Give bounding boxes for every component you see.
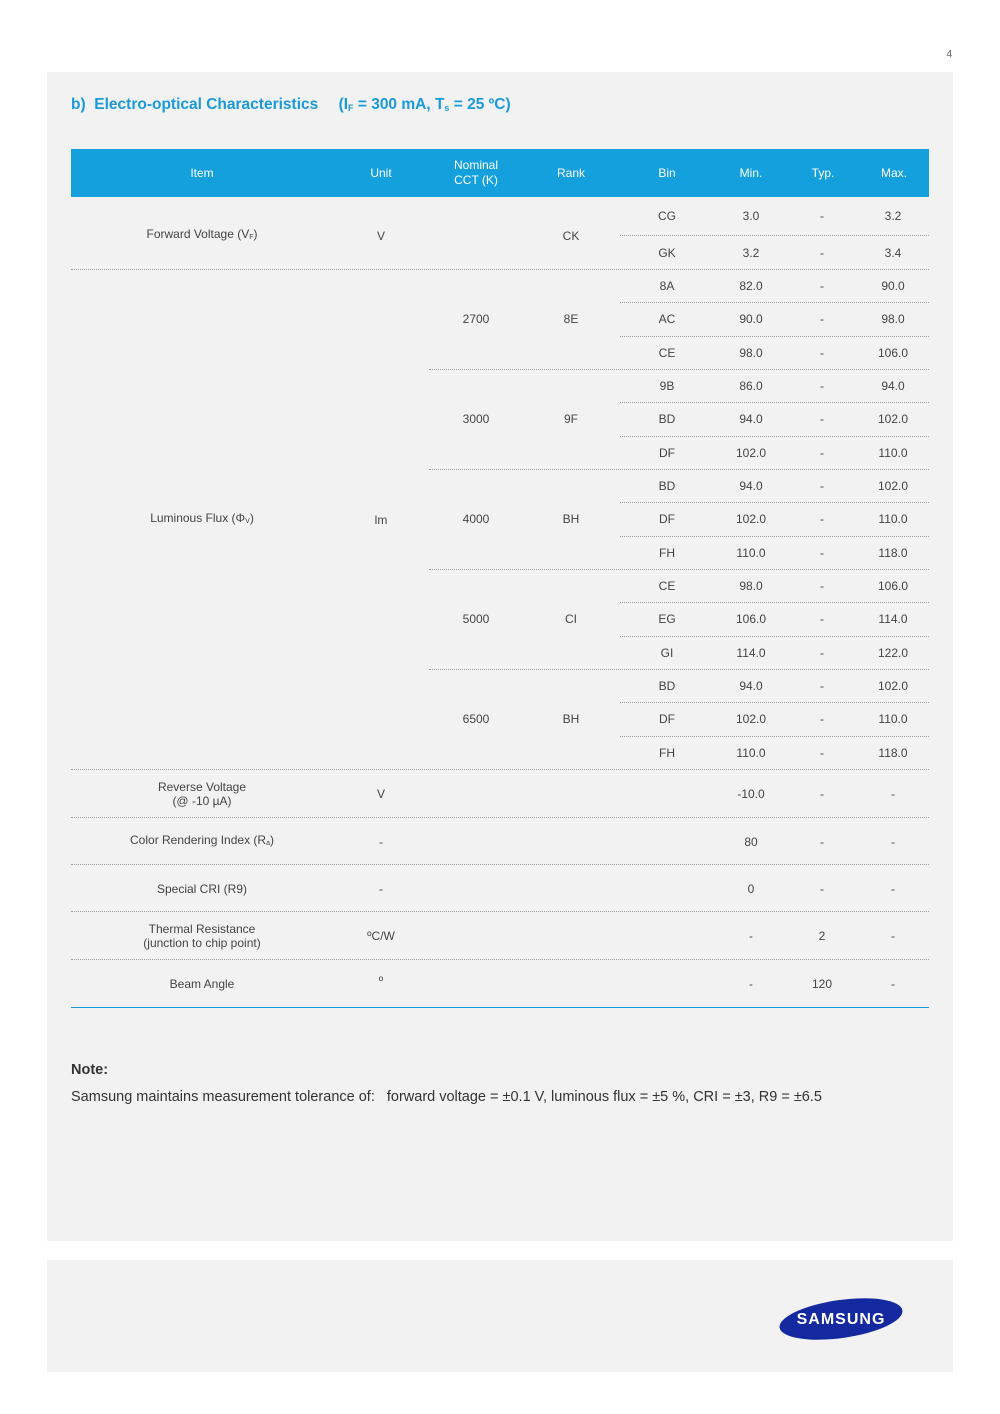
fv-row-0-typ: - — [820, 209, 824, 223]
lf-g3-row-1-max: 114.0 — [878, 612, 908, 626]
lf-g4-row-0-typ: - — [820, 679, 824, 693]
header-cct: Nominal CCT (K) — [453, 158, 498, 187]
thermal-max: - — [891, 929, 895, 943]
section-title — [71, 96, 511, 114]
note-title: Note: — [71, 1062, 109, 1078]
cct-1: 3000 — [462, 412, 490, 426]
forward-voltage-unit: V — [376, 229, 386, 243]
lf-g4-row-2-typ: - — [820, 746, 824, 760]
special_cri-min: 0 — [747, 882, 755, 896]
lf-g0-row-2-typ: - — [820, 346, 824, 360]
test-condition: ($I_F = 300$ mA, $T_s = 25$ ºC) — [338, 96, 511, 113]
lf-g1-bin-divider-1 — [620, 436, 929, 437]
lf-group-divider-3 — [429, 669, 929, 670]
luminous-flux-item: Luminous Flux $(\Phi_V)$ — [150, 511, 254, 525]
lf-g4-bin-divider-1 — [620, 736, 929, 737]
lf-g1-row-2-max: 110.0 — [878, 446, 908, 460]
table-header — [71, 149, 929, 197]
lf-g0-row-0-max: 90.0 — [881, 279, 905, 293]
header-min: Min. — [739, 165, 763, 180]
lf-g4-bin-divider-0 — [620, 702, 929, 703]
lf-g3-row-1-typ: - — [820, 612, 824, 626]
beam_angle-item: Beam Angle — [169, 977, 235, 991]
lf-g2-row-1-bin: DF — [659, 512, 675, 526]
note-body — [71, 1089, 822, 1105]
header-bin: Bin — [658, 165, 676, 180]
samsung-logo — [778, 1298, 904, 1340]
lf-g0-row-0-bin: 8A — [659, 279, 675, 293]
fv-row-0-min: 3.0 — [742, 209, 760, 223]
lf-g2-bin-divider-1 — [620, 536, 929, 537]
cct-2: 4000 — [462, 512, 490, 526]
lf-g2-row-1-typ: - — [820, 512, 824, 526]
lf-g1-row-0-min: 86.0 — [739, 379, 763, 393]
luminous-flux-unit: lm — [374, 513, 388, 527]
lf-g4-row-0-min: 94.0 — [739, 679, 763, 693]
lf-g3-row-2-bin: GI — [660, 646, 674, 660]
lf-g2-row-1-min: 102.0 — [735, 512, 767, 526]
lf-g1-row-0-typ: - — [820, 379, 824, 393]
lf-g3-row-2-typ: - — [820, 646, 824, 660]
content-panel — [47, 72, 953, 1241]
header-item: Item — [190, 165, 214, 180]
lf-g2-row-0-typ: - — [820, 479, 824, 493]
cct-0: 2700 — [462, 312, 490, 326]
cri-unit: - — [379, 835, 383, 849]
special_cri-unit: - — [379, 882, 383, 896]
special_cri-item: Special CRI (R9) — [156, 882, 248, 896]
fv-row-0-bin: CG — [658, 209, 676, 223]
lf-g4-row-2-min: 110.0 — [736, 746, 766, 760]
lf-g2-row-2-min: 110.0 — [736, 546, 766, 560]
lf-g2-row-1-max: 110.0 — [878, 512, 908, 526]
thermal-bottom-rule — [71, 959, 929, 960]
lf-g3-row-0-typ: - — [820, 579, 824, 593]
reverse_voltage-max: - — [891, 787, 895, 801]
lf-g1-row-2-min: 102.0 — [735, 446, 767, 460]
cri-item: Color Rendering Index $(R_a)$ — [130, 833, 274, 847]
fv-bottom-rule — [71, 269, 929, 270]
thermal-item: Thermal Resistance (junction to chip point) — [143, 922, 261, 950]
lf-g2-bin-divider-0 — [620, 502, 929, 503]
lf-g1-bin-divider-0 — [620, 402, 929, 403]
lf-g3-row-1-min: 106.0 — [735, 612, 767, 626]
reverse_voltage-typ: - — [820, 787, 824, 801]
lf-g3-bin-divider-1 — [620, 636, 929, 637]
reverse_voltage-item: Reverse Voltage (@ -10 µA) — [157, 780, 247, 808]
forward-voltage-item: Forward Voltage $(V_F)$ — [146, 227, 258, 241]
fv-bin-divider — [620, 235, 929, 236]
lf-group-divider-2 — [429, 569, 929, 570]
header-rank: Rank — [556, 165, 585, 180]
lf-g0-row-2-max: 106.0 — [877, 346, 909, 360]
reverse_voltage-min: -10.0 — [737, 787, 765, 801]
lf-g1-row-1-max: 102.0 — [877, 412, 909, 426]
special_cri-typ: - — [820, 882, 824, 896]
lf-g0-row-0-min: 82.0 — [739, 279, 763, 293]
special_cri-bottom-rule — [71, 911, 929, 912]
lf-g2-row-2-typ: - — [820, 546, 824, 560]
cri-min: 80 — [744, 835, 758, 849]
lf-g2-row-0-min: 94.0 — [739, 479, 763, 493]
lf-g4-row-2-max: 118.0 — [878, 746, 908, 760]
lf-g4-row-1-max: 110.0 — [878, 712, 908, 726]
header-typ: Typ. — [811, 165, 835, 180]
logo-wordmark: SAMSUNG — [796, 1311, 886, 1328]
lf-g1-row-1-typ: - — [820, 412, 824, 426]
rank-3: CI — [565, 612, 577, 626]
lf-g4-row-1-bin: DF — [659, 712, 675, 726]
lf-g2-row-2-bin: FH — [659, 546, 675, 560]
lf-g1-row-2-typ: - — [820, 446, 824, 460]
lf-g1-row-0-bin: 9B — [659, 379, 675, 393]
lf-g3-bin-divider-0 — [620, 602, 929, 603]
thermal-min: - — [749, 929, 753, 943]
lf-g2-row-0-max: 102.0 — [877, 479, 909, 493]
lf-g4-row-0-max: 102.0 — [877, 679, 909, 693]
lf-g2-row-2-max: 118.0 — [878, 546, 908, 560]
table-bottom-rule — [71, 1007, 929, 1008]
lf-g1-row-0-max: 94.0 — [881, 379, 905, 393]
lf-g4-row-0-bin: BD — [658, 679, 676, 693]
rank-1: 9F — [563, 412, 579, 426]
rank-4: BH — [562, 712, 580, 726]
beam_angle-max: - — [891, 977, 895, 991]
cct-3: 5000 — [462, 612, 490, 626]
special_cri-max: - — [891, 882, 895, 896]
header-max: Max. — [880, 165, 907, 180]
lf-g4-row-1-min: 102.0 — [735, 712, 767, 726]
forward-voltage-rank: CK — [562, 229, 580, 243]
lf-g0-row-0-typ: - — [820, 279, 824, 293]
lf-g3-row-2-min: 114.0 — [736, 646, 766, 660]
cri-typ: - — [820, 835, 824, 849]
lf-g1-row-2-bin: DF — [659, 446, 675, 460]
cri-bottom-rule — [71, 864, 929, 865]
lf-g4-row-1-typ: - — [820, 712, 824, 726]
thermal-unit: ºC/W — [367, 929, 395, 943]
fv-row-1-max: 3.4 — [884, 246, 902, 260]
header-unit: Unit — [370, 165, 392, 180]
rank-2: BH — [562, 512, 580, 526]
cct-4: 6500 — [462, 712, 490, 726]
fv-row-1-bin: GK — [658, 246, 676, 260]
rank-0: 8E — [563, 312, 579, 326]
lf-g3-row-1-bin: EG — [658, 612, 676, 626]
beam_angle-typ: 120 — [811, 977, 833, 991]
lf-g3-row-2-max: 122.0 — [877, 646, 909, 660]
lf-g0-row-1-min: 90.0 — [739, 312, 763, 326]
beam_angle-unit: º — [378, 974, 384, 988]
fv-row-0-max: 3.2 — [884, 209, 902, 223]
fv-row-1-typ: - — [820, 246, 824, 260]
lf-g0-bin-divider-1 — [620, 336, 929, 337]
lf-g1-row-1-min: 94.0 — [739, 412, 763, 426]
cri-max: - — [891, 835, 895, 849]
lf-bottom-rule — [71, 769, 929, 770]
fv-row-1-min: 3.2 — [742, 246, 760, 260]
lf-g0-row-1-typ: - — [820, 312, 824, 326]
reverse_voltage-unit: V — [376, 787, 386, 801]
lf-g0-row-1-bin: AC — [658, 312, 676, 326]
page-number: 4 — [946, 49, 952, 60]
lf-g1-row-1-bin: BD — [658, 412, 676, 426]
section-heading: Electro-optical Characteristics — [94, 96, 319, 113]
lf-g0-row-1-max: 98.0 — [881, 312, 905, 326]
reverse_voltage-bottom-rule — [71, 817, 929, 818]
note-lead: Samsung maintains measurement tolerance of: — [71, 1089, 375, 1105]
lf-g4-row-2-bin: FH — [659, 746, 675, 760]
lf-g2-row-0-bin: BD — [658, 479, 676, 493]
lf-g3-row-0-max: 106.0 — [877, 579, 909, 593]
lf-g0-row-2-bin: CE — [658, 346, 676, 360]
lf-g0-row-2-min: 98.0 — [739, 346, 763, 360]
lf-group-divider-0 — [429, 369, 929, 370]
beam_angle-min: - — [749, 977, 753, 991]
lf-g3-row-0-bin: CE — [658, 579, 676, 593]
lf-g0-bin-divider-0 — [620, 302, 929, 303]
note-values: forward voltage = ±0.1 V, luminous flux = ±5 %, CRI = ±3, R9 = ±6.5 — [386, 1089, 822, 1105]
thermal-typ: 2 — [818, 929, 826, 943]
section-prefix: b) — [71, 96, 86, 113]
lf-g3-row-0-min: 98.0 — [739, 579, 763, 593]
lf-group-divider-1 — [429, 469, 929, 470]
